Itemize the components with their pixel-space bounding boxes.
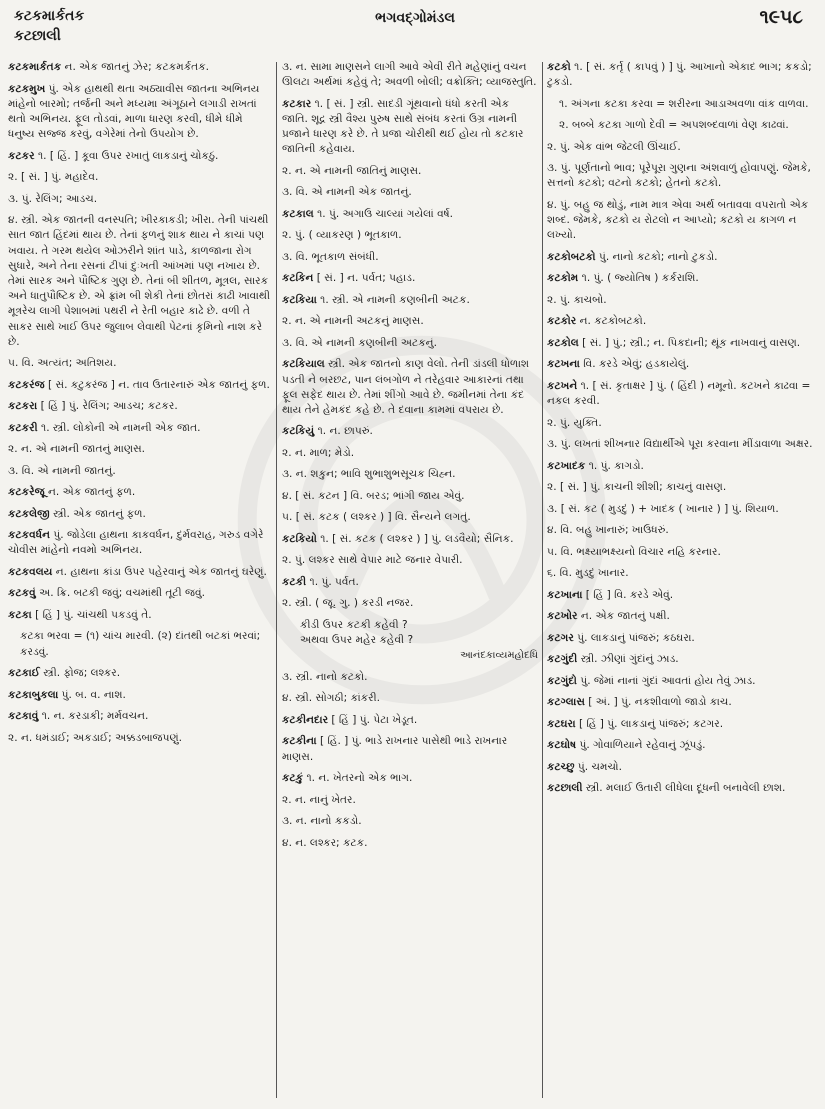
definition: સ્ત્રી. મલાઈ ઉતારી લીધેલા દૂધની બનાવેલી છાશ. <box>582 782 786 795</box>
definition: ૩. ન. શકુન; ભાવિ શુભાશુભસૂચક ચિહ્ન. <box>282 468 456 481</box>
dictionary-entry <box>547 60 817 90</box>
sense-line <box>547 161 817 191</box>
dictionary-entry <box>8 528 270 558</box>
headword: કટખના <box>547 358 580 371</box>
sense-line <box>282 553 538 568</box>
sense-line <box>547 480 817 495</box>
dictionary-entry <box>547 717 817 732</box>
sense-line <box>8 213 270 350</box>
headword: કટકીનદાર <box>282 713 329 726</box>
dictionary-entry <box>282 357 538 418</box>
guide-word-last: કટછાલી <box>14 28 61 44</box>
definition: ૩. [ સં. કટ ( મુડદું ) + ખાદક ( ખાનાર ) ] પું. શિયાળ. <box>547 502 779 515</box>
definition: ૩. વિ. ભૂતકાળ સંબંધી. <box>282 250 379 263</box>
sense-line <box>282 489 538 504</box>
dictionary-entry <box>8 565 270 580</box>
definition: ૨. પું. ( વ્યાકરણ ) ભૂતકાળ. <box>282 229 402 242</box>
headword: કટકવર્ધન <box>8 529 50 542</box>
headword: કટગર <box>547 631 574 644</box>
dictionary-entry <box>8 507 270 522</box>
definition: ૨. ન. એ નામની અટકનું માણસ. <box>282 315 424 328</box>
headword: કટકા <box>8 608 32 621</box>
dictionary-entry <box>547 379 817 409</box>
headword: કટકમાર્કતક <box>8 61 62 73</box>
dictionary-entry <box>8 666 270 681</box>
dictionary-entry <box>8 82 270 143</box>
definition: ૧. [ હિં. ] કૂવા ઉપર રખાતું લાકડાનું ચોકઠું. <box>34 149 219 162</box>
sense-line <box>8 442 270 457</box>
definition: [ હિં ] પું. લાકડાનું પાંજરું; કટગર. <box>575 717 724 730</box>
headword: કટકીના <box>282 735 317 748</box>
definition: [ સં. ] પું.; સ્ત્રી.; ન. પિકદાની; થૂંક નાખવાનું વાસણ. <box>578 336 801 349</box>
headword: કટગુંદો <box>547 674 577 687</box>
sense-line <box>282 446 538 461</box>
dictionary-entry <box>282 532 538 547</box>
sense-line <box>8 356 270 371</box>
sense-line <box>282 314 538 329</box>
definition: ૩. પું. પૂર્ણતાનો ભાવ; પૂરેપૂરા ગુણના અંશવાળું હોવાપણું. જેમકે, સત્તનો કટકો; વટનો કટકો; હેતનો કટકો. <box>547 162 811 190</box>
definition: ૧. પું. ( જ્યોતિષ ) કર્કરાશિ. <box>578 272 699 285</box>
sense-line <box>547 502 817 517</box>
sense-line <box>8 731 270 746</box>
headword: કટગ્લાસ <box>547 696 585 709</box>
dictionary-entry <box>8 688 270 703</box>
page-header <box>0 0 825 56</box>
definition: વિ. કરડે એવું; હડકાયેલું. <box>579 358 690 371</box>
definition: ન. કટકોબટકો. <box>576 315 647 328</box>
definition: ૧. [ સં. કટક ( લશ્કર ) ] પું. લડવૈયો; સૈનિક. <box>316 532 514 545</box>
dictionary-entry <box>8 608 270 623</box>
dictionary-entry <box>8 586 270 601</box>
headword: કટકિયાલ <box>282 358 325 371</box>
sense-line <box>282 228 538 243</box>
definition: ૪. [ સં. કટન ] વિ. બરડ; ભાંગી જાય એવું. <box>282 489 465 502</box>
headword: કટખને <box>547 379 578 392</box>
definition: [ હિં ] પું. પેટા ખેડૂત. <box>328 713 418 726</box>
definition: પું. ચમચો. <box>574 760 622 773</box>
dictionary-entry <box>282 207 538 222</box>
quotation-line: કીડી ઉપર કટકી કહેવી ? <box>300 618 408 631</box>
definition: ૨. પું. કાચબો. <box>547 293 607 306</box>
headword: કટકાલ <box>282 207 314 220</box>
definition: ૨. ન. માળ; મેડો. <box>282 446 355 459</box>
dictionary-entry <box>8 60 270 75</box>
dictionary-entry <box>8 485 270 500</box>
dictionary-entry <box>282 734 538 764</box>
definition: ૩. ન. સામા માણસને લાગી આવે એવી રીતે મહેણાંનું વચન ઊલટા અર્થમાં કહેવું તે; અવળી બોલી; વક્રોક્તિ; વ્યાજસ્તુતિ. <box>282 61 537 89</box>
headword: કટકોબટકો <box>547 250 596 263</box>
definition: ૪. સ્ત્રી. એક જાતની વનસ્પતિ; ખીરકાકડી; ખીરા. તેની પાંચથી સાત જાત હિંદમાં થાય છે. તેનાં ફળનું શાક થાય ને કાચાં પણ ખવાય. તે ગરમ થયેલ ઓઝરીને શાંત પાડે, કાળજાના રોગ સુધારે, અને તેના રસનાં ટીપાં દુઃખતી આંખમાં પણ નખાય છે. તેમાં સારક અને પૌષ્ટિક ગુણ છે. તેનાં બી શીતળ, મૂત્રલ, સારક અને ધાતુપૌષ્ટિક છે. એ ફ્રાંમ બી શેકી તેનાં છોતરાં કાઢી ખાવાથી મૂત્રરેચ લાગી પેશાબમાં પથરી ને રેતી બહાર કાઢે છે. વળી તે સાકર સાથે ખાઈ ઉપર જુલાબ લેવાથી પેટનાં કૃમિનો નાશ કરે છે. <box>8 214 270 348</box>
definition: ૧. ન. છાપરું. <box>314 425 373 438</box>
headword: કટછાલી <box>547 782 583 795</box>
definition: ૨. ન. નાનું ખેતર. <box>282 793 356 806</box>
definition: [ હિં ] પું. રેલિંગ; આડચ; કટકર. <box>37 400 178 413</box>
headword: કટકરેજૂ <box>8 486 45 499</box>
headword: કટકો <box>547 61 571 73</box>
headword: કટકું <box>282 772 304 785</box>
sense-line <box>282 836 538 851</box>
dictionary-entry <box>547 760 817 775</box>
dictionary-entry <box>547 781 817 796</box>
dictionary-entry <box>8 421 270 436</box>
dictionary-entry <box>547 588 817 603</box>
definition: [ અં. ] પું. નકશીવાળો જાડો કાચ. <box>584 696 732 709</box>
quotation-line: અથવા ઉપર મહેર કહેવી ? <box>300 634 414 647</box>
dictionary-entry <box>547 271 817 286</box>
definition: ૩. સ્ત્રી. નાનો કટકો. <box>282 670 368 683</box>
definition: ૩. પું. રેલિંગ; આડચ. <box>8 192 98 205</box>
dictionary-column-1 <box>8 60 270 1100</box>
quotation-source: આનંદકાવ્યમહોદધિ <box>460 650 538 662</box>
definition: પું. લાકડાનું પાંજરું; કઠઘરા. <box>573 631 695 644</box>
headword: કટકલેજી <box>8 507 50 520</box>
dictionary-entry <box>547 738 817 753</box>
definition: ૨. [ સં. ] પું. મહાદેવ. <box>8 171 99 184</box>
column-divider <box>542 62 543 1098</box>
dictionary-entry <box>282 424 538 439</box>
definition: સ્ત્રી. ઝીણાં ગુંદાંનું ઝાડ. <box>577 653 679 666</box>
definition: ૧. પું. કાગડો. <box>585 459 644 472</box>
definition: ૧. સ્ત્રી. એ નામની કણબીની અટક. <box>316 293 470 306</box>
dictionary-entry <box>547 631 817 646</box>
dictionary-entry <box>547 357 817 372</box>
definition: ૧. [ સં. કર્તૃ ( કાપવું ) ] પું. આખાનો એકાદ ભાગ; કકડો; ટુકડો. <box>547 61 812 89</box>
headword: કટકોલ <box>547 336 579 349</box>
sense-line <box>282 596 538 611</box>
definition: ૩. વિ. એ નામની કણબીની અટકનું. <box>282 336 437 349</box>
headword: કટકી <box>282 575 307 588</box>
definition: ન. એક જાતનું પક્ષી. <box>577 610 670 623</box>
definition: ૨. પું. યુક્તિ. <box>547 416 602 429</box>
sense-line <box>282 670 538 685</box>
dictionary-entry <box>8 149 270 164</box>
dictionary-entry <box>8 709 270 724</box>
definition: ૩. ન. નાનો કકડો. <box>282 815 362 828</box>
dictionary-column-3 <box>547 60 817 1100</box>
headword: કટકિન <box>282 272 314 285</box>
dictionary-entry <box>547 459 817 474</box>
definition: ૧. પું. પર્વત. <box>306 575 359 588</box>
definition: ૨. ન. એ નામની જાતનું માણસ. <box>8 443 146 456</box>
dictionary-entry <box>547 652 817 667</box>
column-divider <box>276 62 277 1098</box>
idiom-line: ૨. બબ્બે કટકા ગાળો દેવી = અપશબ્દવાળાં વેણ કાઢવાં. <box>559 119 789 132</box>
definition: પું. નાનો કટકો; નાનો ટુકડો. <box>595 250 718 263</box>
dictionary-entry <box>547 695 817 710</box>
definition: ૪. પું. બહુ જ થોડું, નામ માત્ર એવા અર્થ બતાવવા વપરાતો એક શબ્દ. જેમકે, કટકો ય રોટલો ન આપ્યો; કટકો ય કાગળ ન લખ્યો. <box>547 198 809 242</box>
sense-line <box>547 566 817 581</box>
definition: [ સં. ] ન. પર્વત; પહાડ. <box>313 272 416 285</box>
dictionary-entry <box>282 713 538 728</box>
sense-line <box>282 250 538 265</box>
definition: ૨. ન. એ નામની જાતિનું માણસ. <box>282 164 422 177</box>
definition: [ સં. કટુકરંજ ] ન. તાવ ઉતારનારું એક જાતનું ફળ. <box>44 378 270 391</box>
definition: [ હિં ] વિ. કરડે એવું. <box>582 588 674 601</box>
sense-line <box>282 164 538 179</box>
definition: સ્ત્રી. એક જાતનો કાણ વેલો. તેની ડાંડલી ધોળાશ પડતી ને બરછટ, પાન લંબગોળ ને તરેહવાર આકારનાં તથા ફૂલ સફેદ થાય છે. તેમાં શીંગો આવે છે. જમીનમાં તેના કંદ થાય તેને હેમકંદ કહે છે. તે દવાના કામમાં વપરાય છે. <box>282 358 530 416</box>
sense-line <box>547 545 817 560</box>
definition: ૩. વિ. એ નામની જાતનું. <box>8 464 116 477</box>
definition: પું. ગોવાળિયાને રહેવાનું ઝૂંપડું. <box>576 739 706 752</box>
dictionary-entry <box>547 609 817 624</box>
definition: ૧. [ સં. ] સ્ત્રી. સાદડી ગૂંથવાનો ધંધો કરતી એક જાતિ. શૂદ્ર સ્ત્રી વૈશ્ય પુરુષ સાથે સંબંધ કરતાં ઉગ્ર નામની પ્રજાને ધારણ કરે છે. તે પ્રજા ચોરીથી થઈ હોય તો કટકાર જાતિની કહેવાય. <box>282 97 524 156</box>
sense-line <box>8 464 270 479</box>
sense-line <box>282 336 538 351</box>
sense-line <box>282 691 538 706</box>
dictionary-column-2 <box>282 60 538 1100</box>
page-number: ૧૯૫૮ <box>759 6 803 28</box>
headword: કટખાદક <box>547 459 586 472</box>
definition: ૪. વિ. બહુ ખાનારું; ખાઉધરું. <box>547 524 669 537</box>
headword: કટકિયા <box>282 293 317 306</box>
definition: ૫. [ સં. કટક ( લશ્કર ) ] વિ. સૈન્યને લગતું. <box>282 511 471 524</box>
definition: ૧. [ સં. કૃતાક્ષર ] પું. ( હિંદી ) નમૂનો. કટખને કાઢવા = નકલ કરવી. <box>547 379 811 408</box>
definition: પું. એક હાથથી થતા અઠ્યાવીસ જાતના અભિનય માંહેનો બારમો; તર્જની અને મધ્યમા અંગૂઠાને લગાડી રાખતાં થતો અભિનય. ફૂલ તોડવાં, માળા ધારણ કરવી, ધીમે ધીમે ધનુષ્ય સજ્જ કરવું, વગેરેમાં તેનો ઉપયોગ છે. <box>8 82 260 141</box>
definition: ૨. પું. લશ્કર સાથે વેપાર માટે જનાર વેપારી. <box>282 554 463 567</box>
sense-line <box>547 416 817 431</box>
headword: કટઘોષ <box>547 739 577 752</box>
headword: કટકાઈ <box>8 667 40 680</box>
headword: કટગુંદી <box>547 653 578 666</box>
headword: કટકોમ <box>547 272 579 285</box>
headword: કટઘરા <box>547 717 576 730</box>
headword: કટકાવું <box>8 710 39 723</box>
definition: ૧. ન. ખેતરનો એક ભાગ. <box>303 772 413 785</box>
sense-line <box>547 293 817 308</box>
headword: કટકમુખ <box>8 82 46 95</box>
dictionary-entry <box>8 378 270 393</box>
dictionary-entry <box>547 674 817 689</box>
sense-line <box>282 60 538 90</box>
definition: ૩. વિ. એ નામની એક જાતનું. <box>282 186 412 199</box>
headword: કટકિયો <box>282 532 317 545</box>
sense-line <box>547 198 817 244</box>
headword: કટકવું <box>8 587 36 600</box>
sense-line <box>547 140 817 155</box>
dictionary-entry <box>547 314 817 329</box>
sense-line <box>282 793 538 808</box>
dictionary-entry <box>282 575 538 590</box>
dictionary-entry <box>282 293 538 308</box>
sense-line <box>8 170 270 185</box>
definition: ૨. ન. ધમંડાઈ; અકડાઈ; અક્કડબાજપણું. <box>8 731 183 744</box>
headword: કટકાર <box>282 97 312 110</box>
definition: ન. એક જાતનું ફળ. <box>44 486 136 499</box>
idiom-line: કટકા ભરવા = (૧) ચાંચ મારવી. (૨) દાંતથી બટકાં ભરવાં; કરડવું. <box>20 630 261 658</box>
headword: કટકરા <box>8 400 38 413</box>
guide-word-first: કટકમાર્કતક <box>14 8 85 24</box>
definition: અ. ક્રિ. બટકી જવું; વચમાંથી તૂટી જવું. <box>35 587 205 600</box>
dictionary-entry <box>282 771 538 786</box>
dictionary-entry <box>282 271 538 286</box>
dictionary-entry <box>547 250 817 265</box>
sense-line <box>282 814 538 829</box>
definition: ૪. ન. લશ્કર; કટક. <box>282 836 368 849</box>
definition: ૪. સ્ત્રી. સોગઠી; કાંકરી. <box>282 692 381 705</box>
headword: કટકિયું <box>282 425 315 438</box>
running-title: ભગવદ્ગોમંડલ <box>375 10 455 26</box>
dictionary-entry <box>8 399 270 414</box>
headword: કટકર <box>8 149 35 162</box>
headword: કટકાબુકલા <box>8 688 59 701</box>
sense-line <box>282 185 538 200</box>
definition: ન. એક જાતનું ઝેર; કટકમર્કતક. <box>61 61 210 73</box>
definition: ૩. પું. લખતાં શીખનાર વિદ્યાર્થીએ પૂરા કરવાના મીંડાવાળા અક્ષર. <box>547 438 813 451</box>
dictionary-entry <box>547 336 817 351</box>
definition: સ્ત્રી. એક જાતનું ફળ. <box>49 507 146 520</box>
definition: [ હિં ] પું. ચાંચથી પકડવું તે. <box>31 608 152 621</box>
definition: ૫. વિ. અત્યંત; અતિશય. <box>8 357 117 370</box>
headword: કટચ્છુ <box>547 760 575 773</box>
definition: ૧. સ્ત્રી. લોકોની એ નામની એક જાત. <box>37 421 201 434</box>
sense-line <box>282 510 538 525</box>
definition: ૫. વિ. ભક્ષ્યાભક્ષ્યનો વિચાર નહિ કરનાર. <box>547 545 721 558</box>
definition: પું. બ. વ. નાશ. <box>58 688 126 701</box>
definition: [ હિં. ] પું. ભાડે રાખનાર પાસેથી ભાડે રાખનાર માણસ. <box>282 735 508 763</box>
sense-line <box>282 467 538 482</box>
sense-line <box>8 192 270 207</box>
headword: કટકોર <box>547 315 577 328</box>
definition: ન. હાથના કાંડા ઉપર પહેરવાનું એક જાતનું ઘરેણું. <box>52 565 267 578</box>
sense-line <box>547 437 817 452</box>
definition: પું. જેમાં નાનાં ગુંદાં આવતાં હોય તેવું ઝાડ. <box>576 674 756 687</box>
headword: કટકરી <box>8 421 38 434</box>
definition: સ્ત્રી. ફોજ; લશ્કર. <box>39 667 121 680</box>
definition: ૧. ન. કરડાકી; મર્મવચન. <box>38 710 149 723</box>
headword: કટખોર <box>547 610 578 623</box>
headword: કટકવલય <box>8 565 53 578</box>
definition: ૧. પું. અગાઉ ચાલ્યાં ગયેલાં વર્ષ. <box>313 207 454 220</box>
headword: કટકરંજ <box>8 378 45 391</box>
definition: ૨. પું. એક વાંભ જેટલી ઊંચાઈ. <box>547 140 681 153</box>
definition: ૬. વિ. મુડદું ખાનાર. <box>547 567 629 580</box>
definition: પું. જોડેલા હાથના કાકવર્ધન, દુર્મવરાહ, ગરુડ વગેરે ચોવીસ માંહેનો નવમો અભિનય. <box>8 529 264 557</box>
definition: ૨. [ સં. ] પું. કાચની શીશી; કાચનું વાસણ. <box>547 481 727 494</box>
headword: કટખાના <box>547 588 583 601</box>
sense-line <box>547 523 817 538</box>
dictionary-entry <box>282 97 538 158</box>
idiom-line: ૧. અંગના કટકા કરવા = શરીરના આડાઅવળા વાંક વાળવા. <box>559 97 809 110</box>
definition: ૨. સ્ત્રી. ( જૂ. ગુ. ) કરડી નજર. <box>282 597 414 610</box>
